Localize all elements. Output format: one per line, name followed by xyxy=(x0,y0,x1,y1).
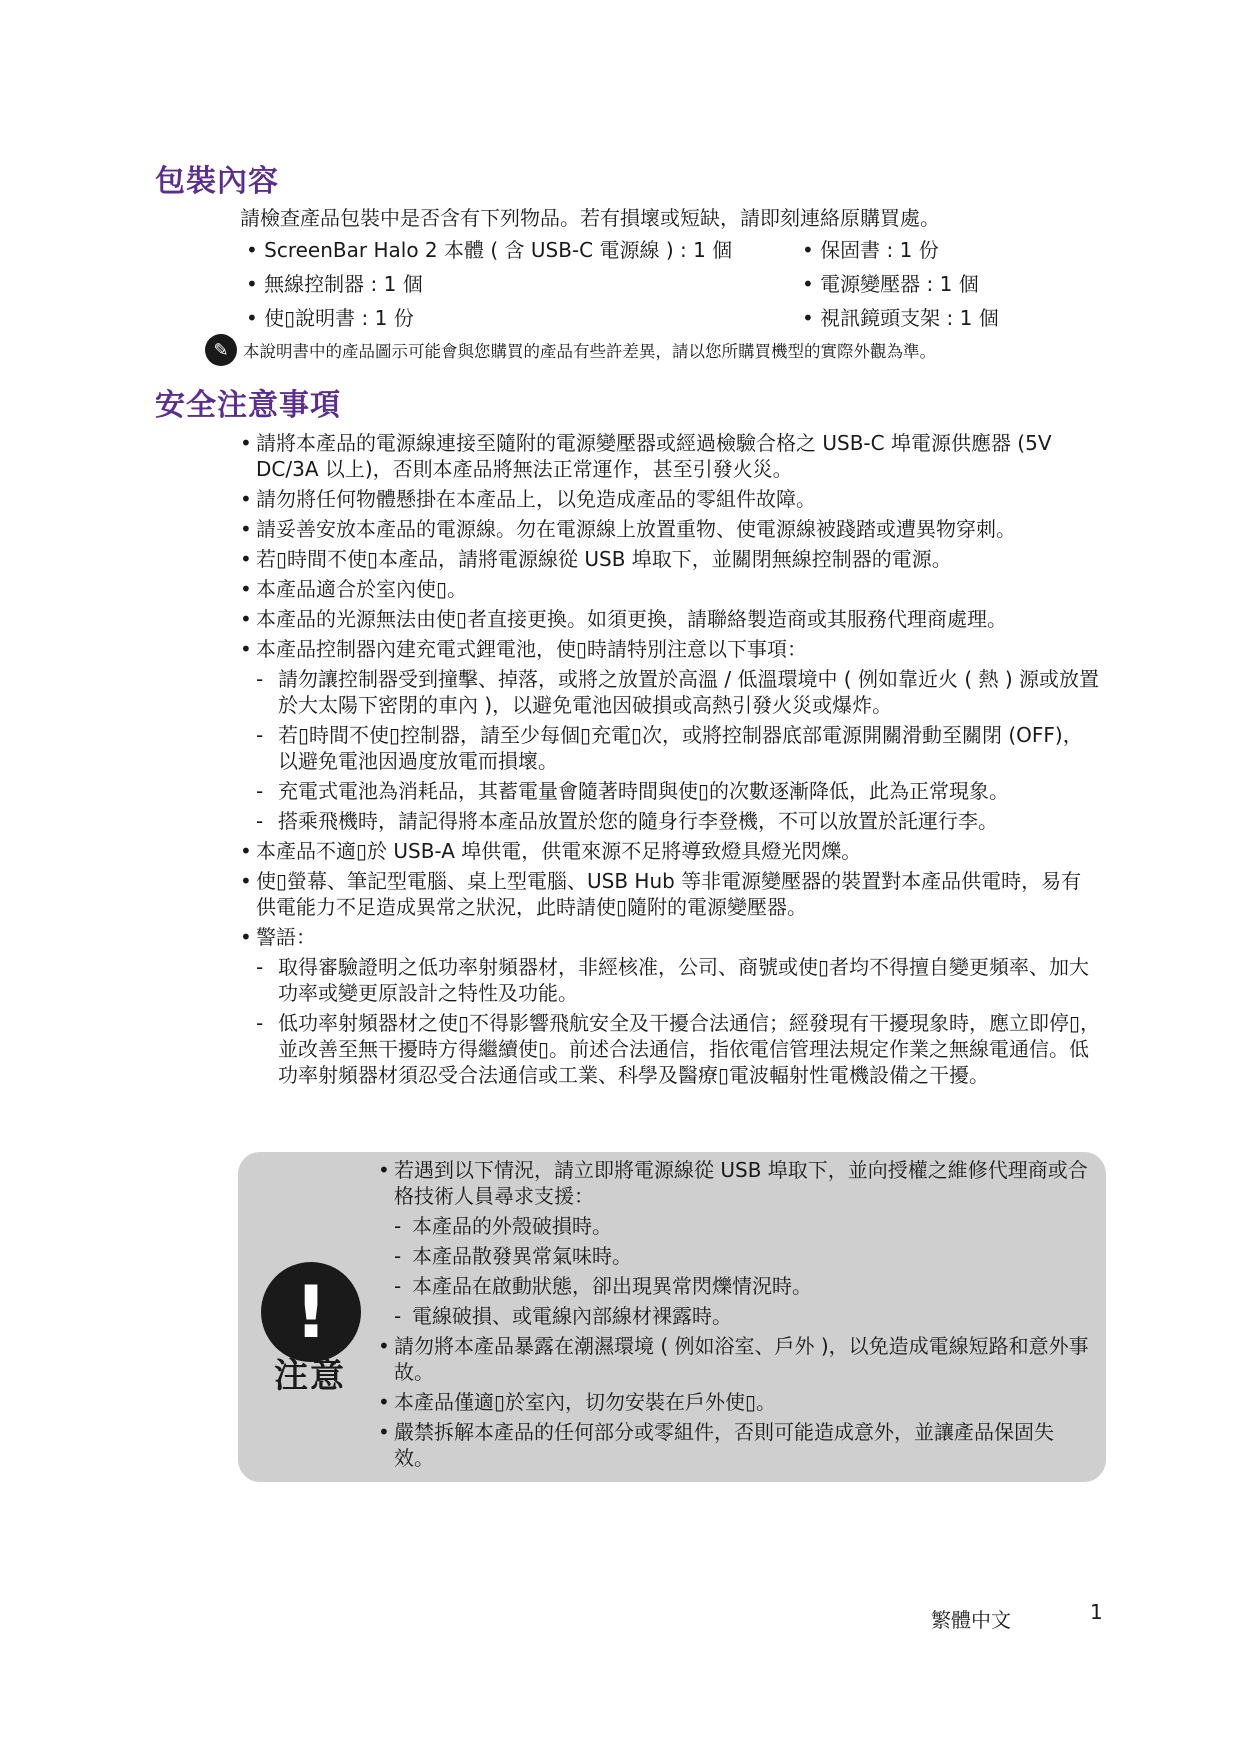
sub-item xyxy=(378,1243,1093,1269)
safety-list xyxy=(240,430,1100,1092)
item-text: 本產品控制器內建充電式鋰電池，使▯時請特別注意以下事項： xyxy=(256,637,808,661)
bullet-item xyxy=(240,516,1100,542)
page-number: 1 xyxy=(1090,1600,1103,1624)
sub-item xyxy=(240,808,1100,834)
bullet-item xyxy=(240,576,1100,602)
package-item-manual: • 使▯說明書 : 1 份 xyxy=(246,306,414,330)
exclamation-icon: ! xyxy=(261,1262,361,1362)
dash-marker: - xyxy=(256,1011,264,1035)
dash-marker: - xyxy=(256,667,264,691)
item-text: 充電式電池為消耗品，其蓄電量會隨著時間與使▯的次數逐漸降低，此為正常現象。 xyxy=(278,779,1010,803)
package-item-remote: • 無線控制器 : 1 個 xyxy=(246,272,423,296)
package-contents-heading: 包裝內容 xyxy=(155,164,279,199)
item-text: 本產品的光源無法由使▯者直接更換。如須更換，請聯絡製造商或其服務代理商處理。 xyxy=(256,607,1008,631)
item-text: 使▯螢幕、筆記型電腦、桌上型電腦、USB Hub 等非電源變壓器的裝置對本產品供電時，易有供電能力不足造成異常之狀況，此時請使▯隨附的電源變壓器。 xyxy=(256,869,1082,919)
sub-item xyxy=(378,1213,1093,1239)
bullet-item xyxy=(378,1333,1093,1385)
sub-item xyxy=(378,1273,1093,1299)
item-text: 警語： xyxy=(256,925,316,949)
bullet-item xyxy=(240,430,1100,482)
item-text: 若▯時間不使▯本產品，請將電源線從 USB 埠取下，並關閉無線控制器的電源。 xyxy=(256,547,952,571)
dash-marker: - xyxy=(394,1274,402,1298)
product-image-note xyxy=(205,334,936,366)
item-text: 本產品的外殼破損時。 xyxy=(412,1214,612,1238)
item-text: 請將本產品的電源線連接至隨附的電源變壓器或經過檢驗合格之 USB-C 埠電源供應器 (5V DC/3A 以上)，否則本產品將無法正常運作，甚至引發火災。 xyxy=(256,431,1052,481)
bullet-item xyxy=(240,486,1100,512)
dash-marker: - xyxy=(256,779,264,803)
sub-item xyxy=(240,722,1100,774)
bullet-item xyxy=(240,924,1100,950)
item-text: 取得審驗證明之低功率射頻器材，非經核准，公司、商號或使▯者均不得擅自變更頻率、加大功率或變更原設計之特性及功能。 xyxy=(278,955,1090,1005)
item-text: 低功率射頻器材之使▯不得影響飛航安全及干擾合法通信；經發現有干擾現象時，應立即停▯，並改善至無干擾時方得繼續使▯。前述合法通信，指依電信管理法規定作業之無線電通信。低功率射頻器材須忍受合法通信或工業、科學及醫療▯電波輻射性電機設備之干擾。 xyxy=(278,1011,1101,1087)
note-text: 本說明書中的產品圖示可能會與您購買的產品有些許差異，請以您所購買機型的實際外觀為準。 xyxy=(243,342,936,361)
package-item-main-unit: • ScreenBar Halo 2 本體 ( 含 USB-C 電源線 ) : 1 個 xyxy=(246,238,733,262)
dash-marker: - xyxy=(394,1244,402,1268)
sub-item xyxy=(378,1303,1093,1329)
dash-marker: - xyxy=(256,955,264,979)
bullet-item xyxy=(240,636,1100,662)
item-text: 本產品在啟動狀態，卻出現異常閃爍情況時。 xyxy=(412,1274,812,1298)
dash-marker: - xyxy=(394,1214,402,1238)
package-item-camera-mount: • 視訊鏡頭支架 : 1 個 xyxy=(802,306,999,330)
bullet-item xyxy=(240,606,1100,632)
sub-item xyxy=(240,778,1100,804)
item-text: 電線破損、或電線內部線材裸露時。 xyxy=(412,1304,732,1328)
item-text: 搭乘飛機時，請記得將本產品放置於您的隨身行李登機，不可以放置於託運行李。 xyxy=(278,809,998,833)
item-text: 請妥善安放本產品的電源線。勿在電源線上放置重物、使電源線被踐踏或遭異物穿刺。 xyxy=(256,517,1016,541)
sub-item xyxy=(240,666,1100,718)
caution-label: 注意 xyxy=(274,1356,346,1396)
item-text: 本產品不適▯於 USB-A 埠供電，供電來源不足將導致燈具燈光閃爍。 xyxy=(256,839,862,863)
pencil-note-icon: ✎ xyxy=(205,334,237,366)
safety-heading: 安全注意事項 xyxy=(155,388,341,423)
item-text: 嚴禁拆解本產品的任何部分或零組件，否則可能造成意外，並讓產品保固失效。 xyxy=(394,1420,1054,1470)
item-text: 請勿將任何物體懸掛在本產品上，以免造成產品的零組件故障。 xyxy=(256,487,816,511)
item-text: 若遇到以下情況，請立即將電源線從 USB 埠取下，並向授權之維修代理商或合格技術人員尋求支援： xyxy=(394,1158,1088,1208)
bullet-item xyxy=(240,546,1100,572)
dash-marker: - xyxy=(394,1304,402,1328)
sub-item xyxy=(240,1010,1100,1088)
dash-marker: - xyxy=(256,723,264,747)
package-item-warranty: • 保固書 : 1 份 xyxy=(802,238,939,262)
item-text: 本產品適合於室內使▯。 xyxy=(256,577,468,601)
bullet-item xyxy=(240,868,1100,920)
bullet-item xyxy=(378,1389,1093,1415)
footer-language: 繁體中文 xyxy=(931,1608,1011,1632)
bullet-item xyxy=(378,1419,1093,1471)
dash-marker: - xyxy=(256,809,264,833)
package-item-adapter: • 電源變壓器 : 1 個 xyxy=(802,272,979,296)
item-text: 請勿將本產品暴露在潮濕環境 ( 例如浴室、戶外 )，以免造成電線短路和意外事故。 xyxy=(394,1334,1089,1384)
caution-list xyxy=(378,1157,1093,1475)
package-intro: 請檢查產品包裝中是否含有下列物品。若有損壞或短缺，請即刻連絡原購買處。 xyxy=(240,206,940,230)
item-text: 若▯時間不使▯控制器，請至少每個▯充電▯次，或將控制器底部電源開關滑動至關閉 (OFF)，以避免電池因過度放電而損壞。 xyxy=(278,723,1083,773)
sub-item xyxy=(240,954,1100,1006)
item-text: 本產品散發異常氣味時。 xyxy=(412,1244,632,1268)
bullet-item xyxy=(240,838,1100,864)
item-text: 請勿讓控制器受到撞擊、掉落，或將之放置於高溫 / 低溫環境中 ( 例如靠近火 ( 熱 ) 源或放置於大太陽下密閉的車內 )，以避免電池因破損或高熱引發火災或爆炸。 xyxy=(278,667,1100,717)
bullet-item xyxy=(378,1157,1093,1209)
item-text: 本產品僅適▯於室內，切勿安裝在戶外使▯。 xyxy=(394,1390,777,1414)
